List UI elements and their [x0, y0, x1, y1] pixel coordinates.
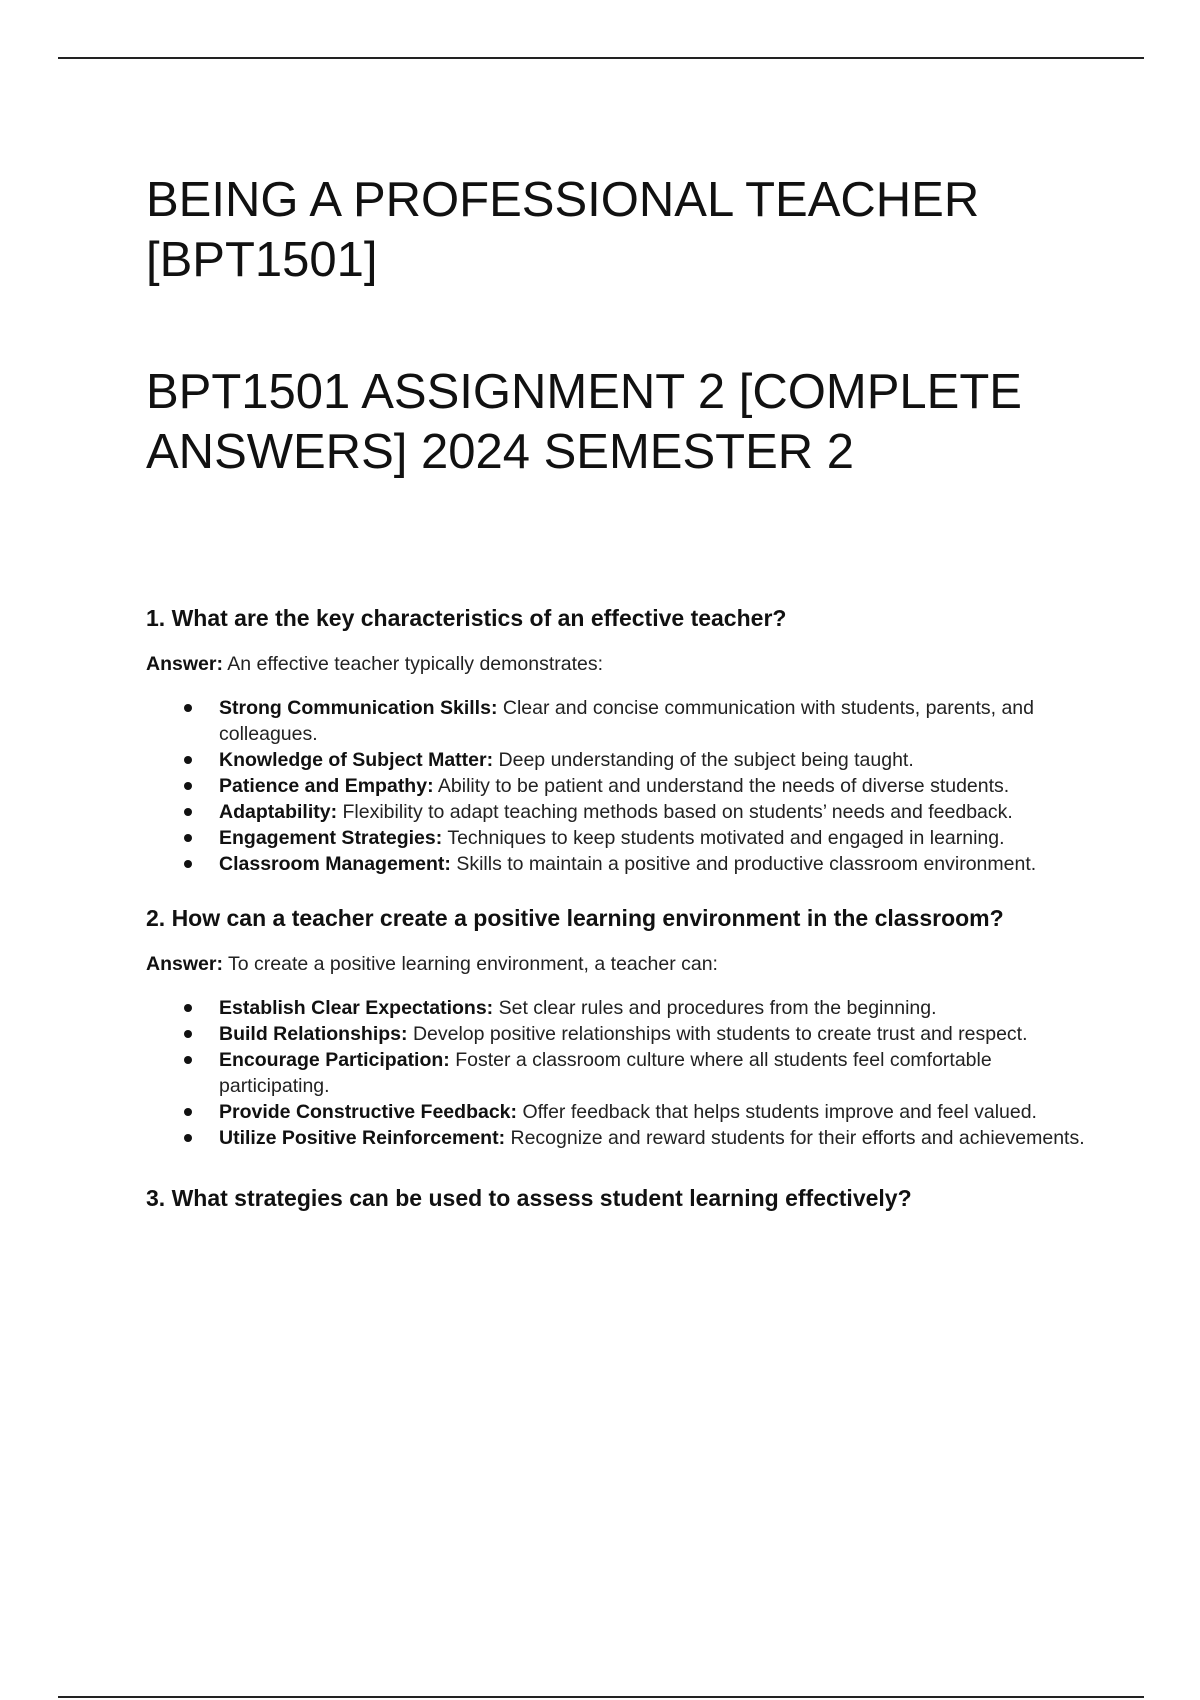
question-heading: 3. What strategies can be used to assess student learning effectively? [146, 1185, 912, 1211]
list-item-label: Utilize Positive Reinforcement: [219, 1127, 506, 1149]
bullet-icon [184, 782, 192, 790]
bullet-icon [184, 704, 192, 712]
question-section-2 [146, 903, 1096, 1151]
list-item-text: Flexibility to adapt teaching methods based on students’ needs and feedback. [342, 801, 1013, 823]
list-item-text: Develop positive relationships with students to create trust and respect. [412, 1023, 1028, 1045]
list-item-label: Classroom Management: [219, 853, 451, 875]
list-item-text: Recognize and reward students for their efforts and achievements. [510, 1127, 1085, 1149]
bullet-icon [184, 1030, 192, 1038]
list-item-text: Clear and concise communication with students, parents, and colleagues. [219, 697, 1034, 745]
list-item [219, 695, 1096, 747]
strategies-list [146, 995, 1096, 1151]
bullet-icon [184, 1004, 192, 1012]
list-item-label: Patience and Empathy: [219, 775, 434, 797]
list-item [219, 747, 1096, 773]
list-item [219, 799, 1096, 825]
list-item-text: Deep understanding of the subject being taught. [498, 749, 914, 771]
list-item-label: Engagement Strategies: [219, 827, 443, 849]
list-item [219, 773, 1096, 799]
answer-intro [146, 951, 1096, 977]
bullet-icon [184, 860, 192, 868]
list-item [219, 851, 1096, 877]
list-item [219, 1125, 1096, 1151]
list-item-label: Build Relationships: [219, 1023, 408, 1045]
characteristics-list [146, 695, 1096, 877]
question-section-3 [146, 1183, 1096, 1213]
top-rule [58, 57, 1144, 59]
question-heading: 2. How can a teacher create a positive learning environment in the classroom? [146, 905, 1004, 931]
bullet-icon [184, 834, 192, 842]
list-item-label: Establish Clear Expectations: [219, 997, 494, 1019]
list-item [219, 995, 1096, 1021]
list-item-label: Encourage Participation: [219, 1049, 450, 1071]
document-title: BEING A PROFESSIONAL TEACHER [BPT1501] [146, 173, 980, 287]
list-item-label: Strong Communication Skills: [219, 697, 498, 719]
list-item [219, 1021, 1096, 1047]
list-item-text: Offer feedback that helps students improve and feel valued. [522, 1101, 1037, 1123]
bullet-icon [184, 1134, 192, 1142]
answer-label: Answer: [146, 953, 223, 975]
answer-label: Answer: [146, 653, 223, 675]
list-item-text: Set clear rules and procedures from the beginning. [498, 997, 937, 1019]
answer-intro [146, 651, 1096, 677]
question-heading: 1. What are the key characteristics of an effective teacher? [146, 605, 787, 631]
list-item-text: Foster a classroom culture where all students feel comfortable participating. [219, 1049, 992, 1097]
list-item [219, 825, 1096, 851]
list-item-text: Skills to maintain a positive and productive classroom environment. [456, 853, 1037, 875]
list-item-label: Adaptability: [219, 801, 338, 823]
bullet-icon [184, 1056, 192, 1064]
bottom-rule [58, 1696, 1144, 1698]
question-section-1 [146, 603, 1096, 877]
list-item-text: Ability to be patient and understand the needs of diverse students. [437, 775, 1010, 797]
document-body [146, 170, 1096, 1213]
bullet-icon [184, 1108, 192, 1116]
list-item [219, 1099, 1096, 1125]
list-item-text: Techniques to keep students motivated and engaged in learning. [447, 827, 1005, 849]
list-item [219, 1047, 1096, 1099]
list-item-label: Knowledge of Subject Matter: [219, 749, 494, 771]
document-subtitle: BPT1501 ASSIGNMENT 2 [COMPLETE ANSWERS] 2024 SEMESTER 2 [146, 365, 1022, 479]
bullet-icon [184, 756, 192, 764]
answer-text: An effective teacher typically demonstrates: [227, 653, 604, 675]
list-item-label: Provide Constructive Feedback: [219, 1101, 518, 1123]
answer-text: To create a positive learning environment, a teacher can: [228, 953, 718, 975]
bullet-icon [184, 808, 192, 816]
